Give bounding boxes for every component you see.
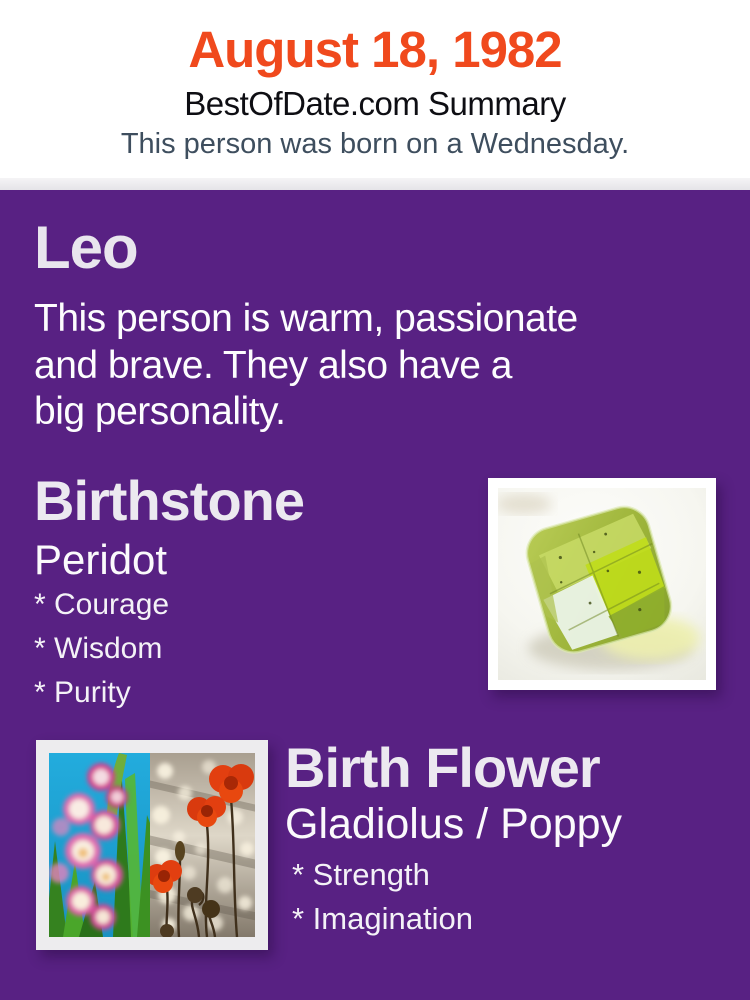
birth-flower-photo xyxy=(36,740,268,950)
poppy-illustration xyxy=(145,753,255,937)
weekday-note: This person was born on a Wednesday. xyxy=(120,128,630,160)
date-title: August 18, 1982 xyxy=(188,21,562,78)
peridot-gem-illustration xyxy=(498,488,706,680)
birthstone-heading: Birthstone xyxy=(34,469,304,532)
zodiac-description-line: This person is warm, passionate xyxy=(34,297,578,340)
site-summary-title: BestOfDate.com Summary xyxy=(184,85,566,122)
zodiac-description xyxy=(34,296,578,436)
zodiac-description-line: big personality. xyxy=(34,390,286,433)
birthstone-trait: * Courage xyxy=(34,588,170,621)
zodiac-description-line: and brave. They also have a xyxy=(34,343,512,387)
gladiolus-illustration xyxy=(49,753,150,937)
gladiolus-poppy-illustration xyxy=(49,753,255,937)
birth-flower-trait: * Strength xyxy=(292,857,430,892)
birthstone-name: Peridot xyxy=(34,536,168,583)
header-divider xyxy=(0,178,750,190)
birthstone-photo xyxy=(488,478,716,690)
birthstone-trait: * Purity xyxy=(34,676,131,709)
birth-flower-heading: Birth Flower xyxy=(285,736,600,799)
birth-flower-name: Gladiolus / Poppy xyxy=(285,800,623,848)
zodiac-sign-name: Leo xyxy=(34,214,138,281)
birthstone-trait: * Wisdom xyxy=(34,632,163,665)
birth-flower-trait: * Imagination xyxy=(292,901,473,936)
